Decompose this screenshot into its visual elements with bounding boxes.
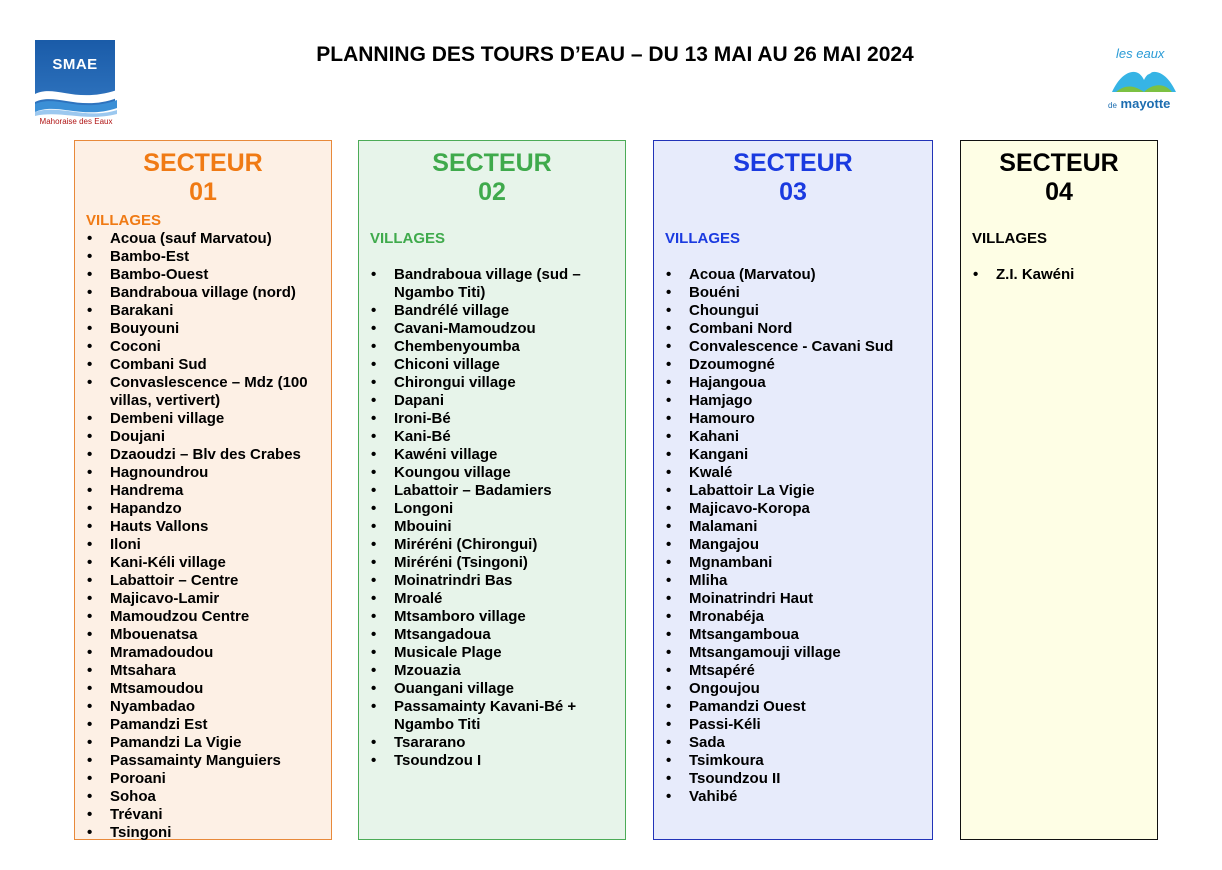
village-item: • Dembeni village	[85, 410, 327, 428]
village-item: • Hagnoundrou	[85, 464, 327, 482]
village-item: • Ironi-Bé	[369, 410, 621, 428]
sector-01	[74, 140, 332, 840]
village-item: • Mtsangamboua	[664, 626, 928, 644]
village-item: • Mangajou	[664, 536, 928, 554]
village-list	[961, 266, 1157, 284]
village-item: • Hamouro	[664, 410, 928, 428]
sector-number: 04	[1045, 178, 1073, 206]
villages-heading: VILLAGES	[972, 230, 1048, 247]
village-item: • Pamandzi La Vigie	[85, 734, 327, 752]
village-item: • Vahibé	[664, 788, 928, 806]
village-item: • Ongoujou	[664, 680, 928, 698]
village-item: • Moinatrindri Bas	[369, 572, 621, 590]
wave-icon	[35, 84, 117, 120]
villages-heading: VILLAGES	[370, 230, 446, 247]
village-item: • Doujani	[85, 428, 327, 446]
village-item: • Mbouini	[369, 518, 621, 536]
village-item: • Bandraboua village (sud – Ngambo Titi)	[369, 266, 621, 302]
village-item: • Labattoir – Centre	[85, 572, 327, 590]
village-item: • Bouyouni	[85, 320, 327, 338]
village-item: • Mamoudzou Centre	[85, 608, 327, 626]
eaux-logo-de: de	[1108, 101, 1117, 110]
village-item: • Passamainty Manguiers	[85, 752, 327, 770]
village-item: • Cavani-Mamoudzou	[369, 320, 621, 338]
village-item: • Tsoundzou II	[664, 770, 928, 788]
village-item: • Moinatrindri Haut	[664, 590, 928, 608]
village-item: • Miréréni (Chirongui)	[369, 536, 621, 554]
villages-heading: VILLAGES	[86, 212, 162, 229]
village-item: • Labattoir – Badamiers	[369, 482, 621, 500]
village-item: • Bandrélé village	[369, 302, 621, 320]
sector-04	[960, 140, 1158, 840]
village-item: • Kahani	[664, 428, 928, 446]
village-item: • Mroalé	[369, 590, 621, 608]
village-item: • Tsimkoura	[664, 752, 928, 770]
village-item: • Barakani	[85, 302, 327, 320]
village-item: • Miréréni (Tsingoni)	[369, 554, 621, 572]
village-item: • Mtsamoudou	[85, 680, 327, 698]
village-item: • Labattoir La Vigie	[664, 482, 928, 500]
village-item: • Chembenyoumba	[369, 338, 621, 356]
eaux-logo-line1: les eaux	[1116, 46, 1165, 61]
village-item: • Passi-Kéli	[664, 716, 928, 734]
village-item: • Tsararano	[369, 734, 621, 752]
village-item: • Hapandzo	[85, 500, 327, 518]
sector-number: 02	[478, 178, 506, 206]
village-item: • Mtsangamouji village	[664, 644, 928, 662]
village-item: • Nyambadao	[85, 698, 327, 716]
village-item: • Sada	[664, 734, 928, 752]
village-item: • Mtsahara	[85, 662, 327, 680]
village-item: • Hauts Vallons	[85, 518, 327, 536]
village-item: • Mramadoudou	[85, 644, 327, 662]
sector-label: SECTEUR	[999, 149, 1119, 177]
village-item: • Musicale Plage	[369, 644, 621, 662]
eaux-logo-mayotte: mayotte	[1120, 96, 1171, 111]
sector-number: 01	[189, 178, 217, 206]
village-list	[75, 230, 331, 842]
village-item: • Iloni	[85, 536, 327, 554]
village-item: • Handrema	[85, 482, 327, 500]
village-item: • Mgnambani	[664, 554, 928, 572]
village-item: • Trévani	[85, 806, 327, 824]
village-item: • Bambo-Est	[85, 248, 327, 266]
village-item: • Majicavo-Koropa	[664, 500, 928, 518]
village-item: • Longoni	[369, 500, 621, 518]
village-list	[654, 266, 932, 806]
village-item: • Dzoumogné	[664, 356, 928, 374]
eaux-de-mayotte-logo	[1104, 46, 1184, 116]
village-item: • Koungou village	[369, 464, 621, 482]
village-item: • Dzaoudzi – Blv des Crabes	[85, 446, 327, 464]
village-item: • Convaslescence – Mdz (100 villas, vertivert)	[85, 374, 327, 410]
village-item: • Mtsapéré	[664, 662, 928, 680]
sector-03	[653, 140, 933, 840]
village-item: • Bandraboua village (nord)	[85, 284, 327, 302]
village-item: • Acoua (Marvatou)	[664, 266, 928, 284]
village-item: • Kangani	[664, 446, 928, 464]
sector-label: SECTEUR	[143, 149, 263, 177]
village-item: • Hamjago	[664, 392, 928, 410]
village-item: • Kawéni village	[369, 446, 621, 464]
smae-logo-subtitle: Mahoraise des Eaux	[39, 117, 113, 126]
village-item: • Mtsamboro village	[369, 608, 621, 626]
village-item: • Tsingoni	[85, 824, 327, 842]
village-item: • Mzouazia	[369, 662, 621, 680]
village-item: • Malamani	[664, 518, 928, 536]
village-item: • Bouéni	[664, 284, 928, 302]
village-item: • Pamandzi Ouest	[664, 698, 928, 716]
village-item: • Chiconi village	[369, 356, 621, 374]
village-item: • Mbouenatsa	[85, 626, 327, 644]
sector-02	[358, 140, 626, 840]
village-item: • Dapani	[369, 392, 621, 410]
village-item: • Bambo-Ouest	[85, 266, 327, 284]
village-item: • Pamandzi Est	[85, 716, 327, 734]
village-item: • Passamainty Kavani-Bé + Ngambo Titi	[369, 698, 621, 734]
village-item: • Ouangani village	[369, 680, 621, 698]
smae-logo-name: SMAE	[52, 56, 98, 73]
village-item: • Majicavo-Lamir	[85, 590, 327, 608]
sector-label: SECTEUR	[432, 149, 552, 177]
water-drop-icon	[1108, 62, 1180, 100]
village-item: • Sohoa	[85, 788, 327, 806]
village-item: • Z.I. Kawéni	[971, 266, 1153, 284]
sector-label: SECTEUR	[733, 149, 853, 177]
village-item: • Kwalé	[664, 464, 928, 482]
village-item: • Convalescence - Cavani Sud	[664, 338, 928, 356]
village-item: • Acoua (sauf Marvatou)	[85, 230, 327, 248]
village-item: • Hajangoua	[664, 374, 928, 392]
village-item: • Mronabéja	[664, 608, 928, 626]
village-item: • Combani Sud	[85, 356, 327, 374]
village-item: • Mliha	[664, 572, 928, 590]
village-item: • Combani Nord	[664, 320, 928, 338]
village-item: • Kani-Kéli village	[85, 554, 327, 572]
village-item: • Tsoundzou I	[369, 752, 621, 770]
villages-heading: VILLAGES	[665, 230, 741, 247]
village-item: • Kani-Bé	[369, 428, 621, 446]
smae-logo	[35, 40, 117, 128]
village-list	[359, 266, 625, 770]
village-item: • Mtsangadoua	[369, 626, 621, 644]
village-item: • Poroani	[85, 770, 327, 788]
eaux-logo-line2	[1108, 96, 1170, 111]
page-title: PLANNING DES TOURS D’EAU – DU 13 MAI AU 26 MAI 2024	[316, 43, 914, 66]
village-item: • Chirongui village	[369, 374, 621, 392]
sector-number: 03	[779, 178, 807, 206]
village-item: • Choungui	[664, 302, 928, 320]
village-item: • Coconi	[85, 338, 327, 356]
